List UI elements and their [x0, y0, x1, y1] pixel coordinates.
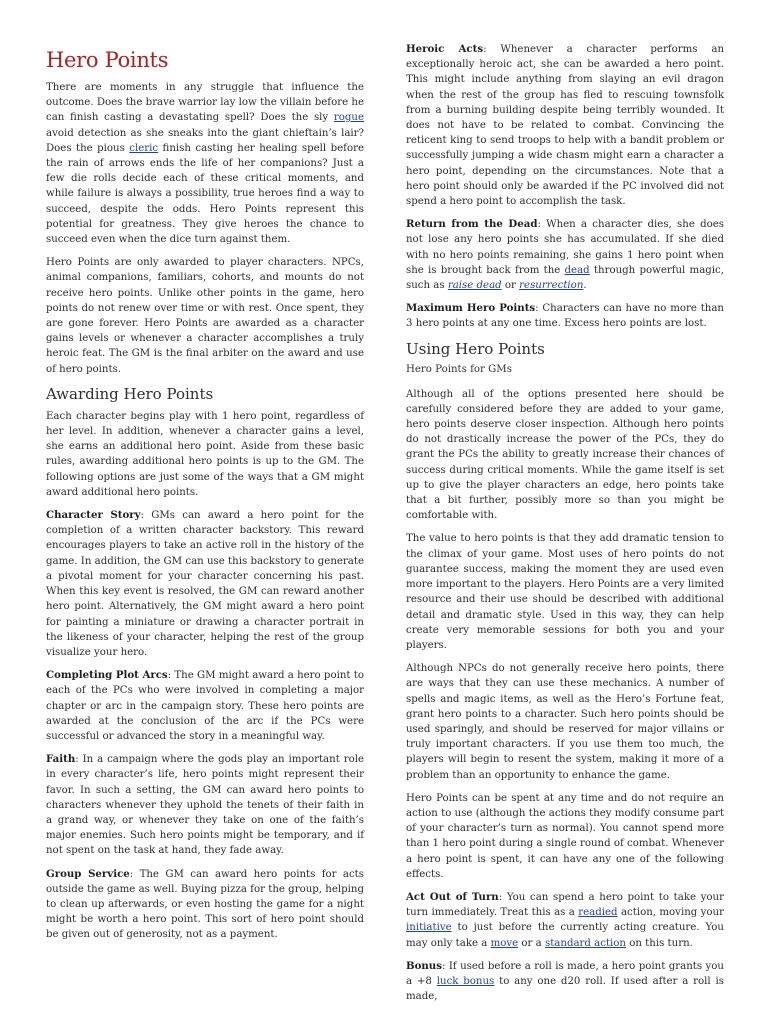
link-resurrection[interactable]: resurrection [519, 280, 584, 292]
gm-paragraph-2: The value to hero points is that they add dramatic tension to the climax of your game. Most uses of hero points do not guarantee success, making the moment they are used even more important to the players. Hero Points are a very limited resource and their use should be described with additional detail and dramatic style. Used in this way, they can help create very memorable sessions for both you and your players. [406, 533, 724, 651]
subheading-gms: Hero Points for GMs [406, 363, 512, 375]
character-story-entry [46, 508, 364, 660]
text-span: . [583, 280, 587, 292]
link-readied[interactable]: readied [578, 907, 618, 919]
entry-text: : Whenever a character performs an exceptionally heroic act, she can be awarded a hero point. This might include anything from slaying an evil dragon when the rest of the group has fled to rescuing townsfolk from a burning building despite being terribly wounded. It does not have to be related to combat. Convincing the reticent king to send troops to help with a bandit problem or successfully jumping a wide chasm might earn a character a hero point, depending on the circumstances. Note that a hero point should only be awarded if the PC involved did not spend a hero point to accomplish the task. [406, 44, 724, 208]
text-span: or [501, 280, 520, 292]
link-rogue[interactable]: rogue [333, 112, 364, 124]
section-heading-awarding: Awarding Hero Points [46, 384, 214, 403]
text-span: avoid detection as she sneaks into the giant chieftain’s lair? Does the pious [46, 127, 364, 154]
entry-text: : The GM can award hero points for acts outside the game as well. Buying pizza for the group, helping to clean up afterwards, or even hosting the game for a night might be worth a hero point. This sort of hero point should be given out of generosity, not as a payment. [46, 868, 364, 941]
section-heading-using: Using Hero Points [406, 339, 545, 358]
entry-term: Completing Plot Arcs [46, 669, 168, 682]
left-column [46, 42, 364, 951]
right-column [406, 42, 724, 1012]
entry-term: Act Out of Turn [406, 890, 499, 903]
text-span: action, moving your [617, 907, 724, 919]
text-span: There are moments in any struggle that influence the outcome. Does the brave warrior lay low the villain before he can finish casting a devastating spell? Does the sly [46, 82, 364, 124]
text-span: : You can spend a hero point to take your turn immediately. Treat this as a [406, 891, 724, 919]
entry-term: Faith [46, 753, 76, 766]
entry-text: : The GM might award a hero point to each of the PCs who were involved in completing a major chapter or arc in the campaign story. These hero points are awarded at the conclusion of the arc if the PCs were successful or advanced the story in a meaningful way. [46, 670, 364, 742]
link-luck-bonus[interactable]: luck bonus [436, 975, 495, 987]
entry-term: Maximum Hero Points [406, 302, 536, 315]
text-span: : When a character dies, she does not lose any hero points she has accumulated. If she died with no hero points remaining, she gains 1 hero point when she is brought back from the [406, 219, 725, 276]
gm-paragraph-3: Although NPCs do not generally receive hero points, there are ways that they can use these mechanics. A number of spells and magic items, as well as the Hero’s Fortune feat, grant hero points to a character. Such hero points should be used sparingly, and should be reserved for major villains or truly important characters. If you use them too much, the players will begin to resent the system, making it more of a problem than an opportunity to enhance the game. [406, 663, 724, 781]
gm-paragraph-1: Although all of the options presented here should be carefully considered before they are added to your game, hero points deserve closer inspection. Although hero points do not drastically increase the power of the PCs, they do grant the PCs the ability to greatly increase their chances of success during critical moments. While the game itself is set up to give the player characters an edge, hero points take that a bit further, possibly more so than you might be comfortable with. [406, 388, 724, 522]
entry-term: Character Story [46, 509, 141, 522]
text-span: to any one d20 roll. If used after a roll is made, [406, 975, 724, 1003]
link-standard-action[interactable]: standard action [544, 937, 626, 949]
link-initiative[interactable]: initiative [406, 922, 452, 934]
text-span: through powerful magic, such as [406, 264, 724, 292]
text-span: on this turn. [626, 937, 693, 949]
plot-arcs-entry [46, 668, 364, 744]
page-title: Hero Points [46, 48, 169, 72]
intro-paragraph-2: Hero Points are only awarded to player characters. NPCs, animal companions, familiars, cohorts, and mounts do not receive hero points. Unlike other points in the game, hero points do not renew over time or with rest. Once spent, they are gone forever. Hero Points are awarded as a character gains levels or whenever a character accomplishes a truly heroic feat. The GM is the final arbiter on the award and use of hero points. [46, 257, 364, 375]
faith-entry [46, 752, 364, 858]
act-out-of-turn-entry [406, 890, 724, 951]
awarding-intro: Each character begins play with 1 hero point, regardless of her level. In addition, whenever a character gains a level, she earns an additional hero point. Aside from these basic rules, awarding additional hero points is up to the GM. The following options are just some of the ways that a GM might award additional hero points. [46, 410, 364, 498]
return-from-dead-entry [406, 217, 724, 293]
text-span: : If used before a roll is made, a hero point grants you a +8 [406, 960, 724, 987]
intro-paragraph-1 [46, 80, 364, 247]
link-raise-dead[interactable]: raise dead [447, 280, 502, 292]
entry-term: Heroic Acts [406, 43, 484, 55]
link-cleric[interactable]: cleric [129, 142, 159, 154]
text-span: or a [518, 937, 545, 949]
entry-term: Bonus [406, 959, 442, 972]
spending-paragraph: Hero Points can be spent at any time and do not require an action to use (although the actions they modify consume part of your character’s turn as normal). You cannot spend more than 1 hero point during a single round of combat. Whenever a hero point is spent, it can have any one of the following effects. [406, 792, 724, 880]
bonus-entry [406, 959, 724, 1005]
entry-text: : In a campaign where the gods play an important role in every character’s life, hero points might represent their favor. In such a setting, the GM can award hero points to characters whenever they uphold the tenets of their faith in a grand way, or whenever they take on one of the faith’s major enemies. Such hero points might be temporary, and if not spent on the task at hand, they fade away. [46, 754, 364, 857]
group-service-entry [46, 867, 364, 943]
heroic-acts-entry [406, 42, 724, 209]
text-span: finish casting her healing spell before the rain of arrows ends the life of her companions? Just a few die rolls decide each of these critical moments, and while failure is always a possibility, true heroes find a way to succeed, despite the odds. Hero Points represent this potential for greatness. They give heroes the chance to succeed even when the dice turn against them. [46, 142, 364, 246]
entry-text: : GMs can award a hero point for the completion of a written character backstory. This reward encourages players to take an active roll in the history of the game. In addition, the GM can use this backstory to generate a pivotal moment for your character concerning his past. When this key event is resolved, the GM can reward another hero point. Alternatively, the GM might award a hero point for painting a miniature or drawing a character portrait in the likeness of your character, helping the rest of the group visualize your hero. [46, 510, 364, 658]
entry-term: Return from the Dead [406, 218, 538, 231]
text-span: to just before the currently acting creature. You may only take a [406, 922, 724, 949]
link-dead[interactable]: dead [564, 264, 590, 276]
entry-text: : Characters can have no more than 3 hero points at any one time. Excess hero points are lost. [406, 303, 724, 330]
maximum-hero-points-entry [406, 301, 724, 331]
link-move[interactable]: move [490, 937, 519, 949]
entry-term: Group Service [46, 867, 130, 880]
